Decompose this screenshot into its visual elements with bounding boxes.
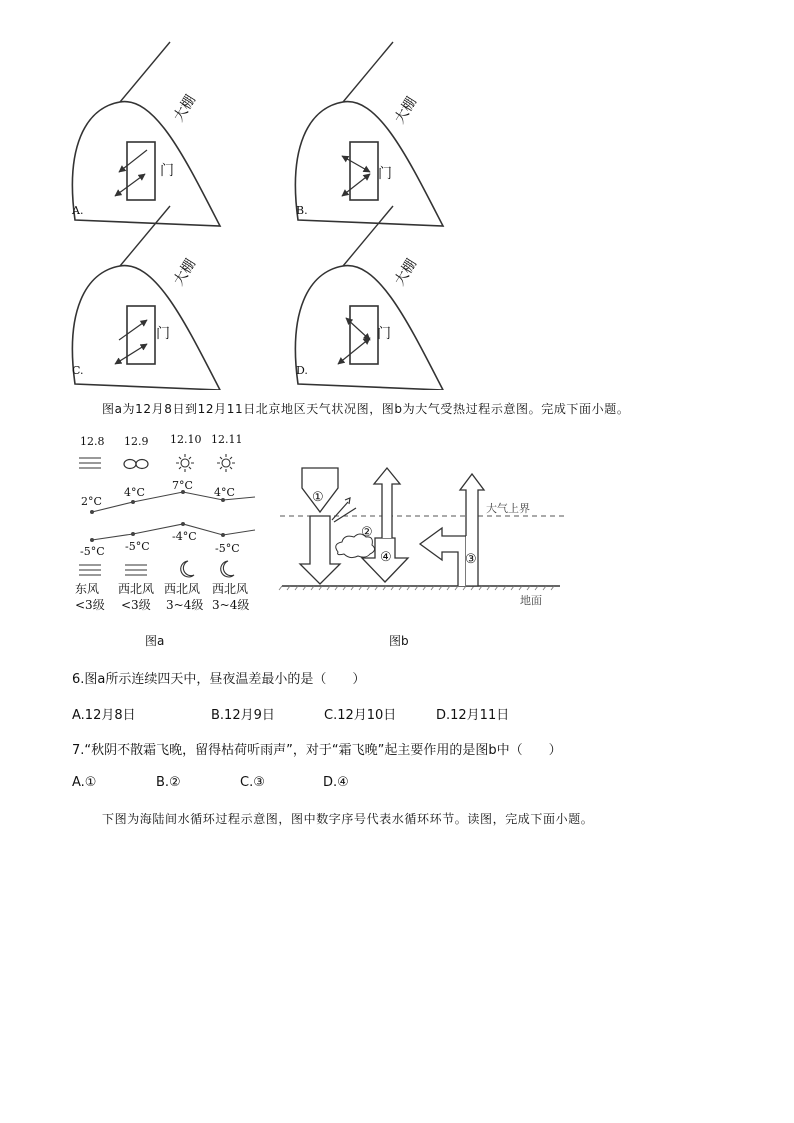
wind-dir-2: 西北风 (118, 582, 155, 596)
low-temp-1: -5°C (80, 545, 105, 558)
date-3: 12.10 (170, 433, 202, 446)
date-1: 12.8 (80, 435, 105, 448)
low-temp-3: -4°C (172, 530, 197, 543)
wind-level-2: <3级 (121, 598, 151, 612)
greenhouse-option-c (72, 206, 220, 390)
fog-icon (79, 565, 101, 575)
question-7-stem: 7.“秋阴不散霜飞晚，留得枯荷听雨声”，对于“霜飞晚”起主要作用的是图b中（ ） (72, 743, 562, 758)
greenhouse-diagrams (0, 0, 794, 390)
atmosphere-top-label: 大气上界 (486, 502, 530, 515)
question-6-choice-a: A.12月8日 (72, 708, 136, 723)
fog-icon (125, 565, 147, 575)
marker-4: ④ (380, 550, 392, 565)
sun-icon (217, 454, 235, 472)
question-6-choice-b: B.12月9日 (211, 708, 275, 723)
question-6-choice-d: D.12月11日 (436, 708, 510, 723)
moon-icon (221, 561, 234, 577)
roof-label-a: 大棚 (170, 92, 200, 125)
roof-label-d: 大棚 (391, 256, 421, 289)
roof-label-c: 大棚 (170, 256, 200, 289)
high-temp-2: 4°C (124, 486, 145, 499)
option-label-d: D. (296, 364, 308, 377)
haze-icon (124, 460, 148, 469)
marker-2: ② (361, 525, 373, 540)
wind-dir-1: 东风 (75, 582, 100, 596)
question-7-choice-c: C.③ (240, 775, 265, 790)
low-temp-4: -5°C (215, 542, 240, 555)
date-2: 12.9 (124, 435, 149, 448)
wind-level-4: 3~4级 (212, 598, 250, 612)
question-7-choice-b: B.② (156, 775, 181, 790)
door-label-b: 门 (378, 166, 392, 182)
greenhouse-option-d (295, 206, 443, 390)
high-temp-1: 2°C (81, 495, 102, 508)
high-temp-4: 4°C (214, 486, 235, 499)
question-7-choice-a: A.① (72, 775, 97, 790)
greenhouse-option-a (72, 42, 220, 226)
figure-a-caption: 图a (145, 634, 165, 648)
door-label-a: 门 (160, 163, 174, 179)
figure-b-atmosphere-diagram (270, 460, 570, 610)
wind-dir-3: 西北风 (164, 582, 201, 596)
arrow-3 (420, 528, 466, 586)
greenhouse-option-b (295, 42, 443, 226)
option-label-c: C. (72, 364, 84, 377)
wind-level-1: <3级 (75, 598, 105, 612)
door-label-c: 门 (156, 326, 170, 342)
moon-icon (181, 561, 194, 577)
low-temp-2: -5°C (125, 540, 150, 553)
question-7-choice-d: D.④ (323, 775, 349, 790)
figure-b-caption: 图b (389, 634, 409, 648)
option-label-a: A. (72, 204, 84, 217)
fog-icon (79, 458, 101, 468)
wind-level-3: 3~4级 (166, 598, 204, 612)
question-6-choice-c: C.12月10日 (324, 708, 397, 723)
option-label-b: B. (296, 204, 308, 217)
intro-paragraph-1: 图a为12月8日到12月11日北京地区天气状况图，图b为大气受热过程示意图。完成下面小题。 (102, 402, 630, 416)
intro-paragraph-2: 下图为海陆间水循环过程示意图，图中数字序号代表水循环环节。读图，完成下面小题。 (102, 812, 594, 826)
roof-label-b: 大棚 (391, 94, 421, 127)
date-4: 12.11 (211, 433, 243, 446)
wind-dir-4: 西北风 (212, 582, 249, 596)
question-6-stem: 6.图a所示连续四天中，昼夜温差最小的是（ ） (72, 672, 366, 687)
sun-icon (176, 454, 194, 472)
marker-3: ③ (465, 552, 477, 567)
door-label-d: 门 (377, 326, 391, 342)
ground-label: 地面 (520, 594, 542, 607)
high-temp-3: 7°C (172, 479, 193, 492)
marker-1: ① (312, 490, 324, 505)
